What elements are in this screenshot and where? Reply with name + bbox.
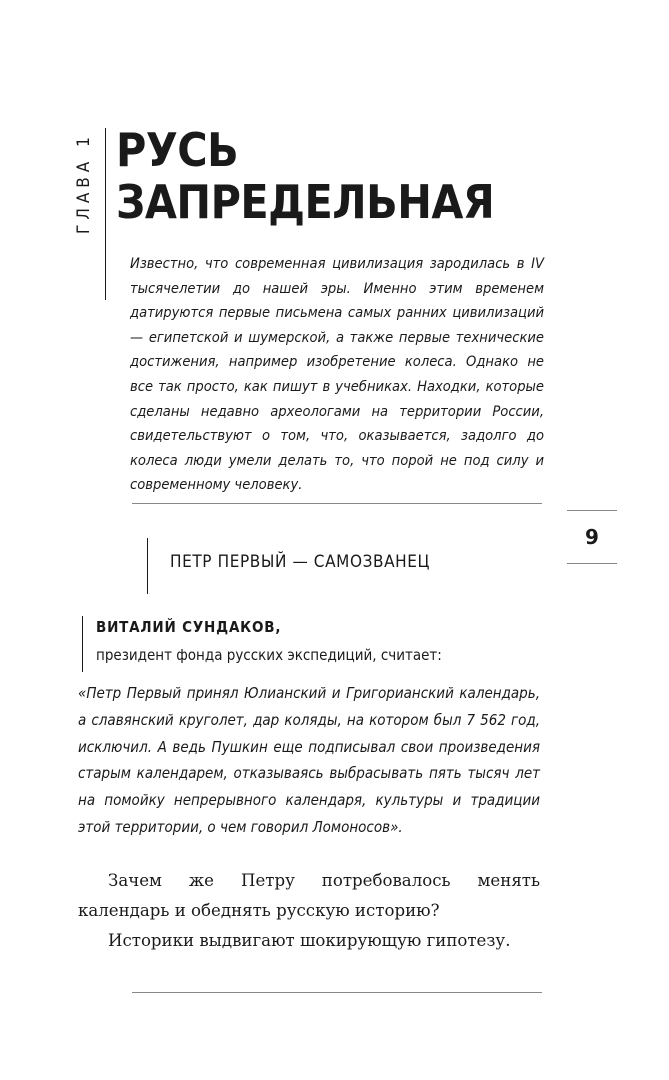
chapter-title-line-1: РУСЬ (116, 123, 239, 177)
author-divider (82, 616, 83, 672)
horizontal-rule (132, 992, 542, 993)
section-title: ПЕТР ПЕРВЫЙ — САМОЗВАНЕЦ (170, 552, 430, 572)
chapter-intro: Известно, что современная цивилизация зародилась в IV тысячелетии до нашей эры. Именно этим временем датируются первые письмена самых ранних цивилизаций — египетской и шумерской, а также первые технические достижения, например изобретение колеса. Однако не все так просто, как пишут в учебниках. Находки, которые сделаны недавно археологами на территории России, свидетельствуют о том, что, оказывается, задолго до колеса люди умели делать то, что порой не под силу и современному человеку. (130, 255, 544, 494)
chapter-divider (105, 128, 106, 300)
page-number-rule-bottom (567, 563, 617, 564)
chapter-label: ГЛАВА 1 (74, 132, 94, 234)
section-divider (147, 538, 148, 594)
horizontal-rule (132, 503, 542, 504)
chapter-title (116, 124, 494, 228)
quote-text: «Петр Первый принял Юлианский и Григорианский календарь, а славянский круголет, дар коляды, на котором был 7 562 год, исключил. А ведь Пушкин еще подписывал свои произведения старым календарем, отказываясь выбрасывать пять тысяч лет на помойку непрерывного календаря, культуры и традиции этой территории, о чем говорил Ломоносов». (78, 684, 540, 836)
page-number-rule-top (567, 510, 617, 511)
chapter-title-line-2: ЗАПРЕДЕЛЬНАЯ (116, 175, 495, 229)
body-paragraph: Зачем же Петру потребовалось менять календарь и обеднять русскую историю? (78, 871, 540, 920)
quote-author-role: президент фонда русских экспедиций, считает: (96, 646, 442, 664)
quote-author: ВИТАЛИЙ СУНДАКОВ, (96, 618, 282, 636)
body-text (78, 866, 540, 956)
page-number: 9 (585, 525, 599, 549)
body-paragraph: Историки выдвигают шокирующую гипотезу. (108, 931, 511, 950)
